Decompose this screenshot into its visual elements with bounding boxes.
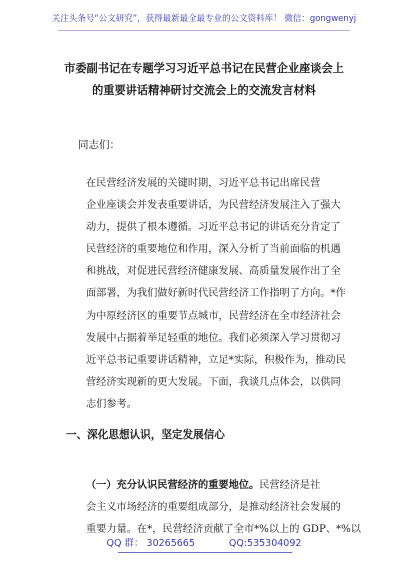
paragraph-line: 发展中占据着举足轻重的地位。我们必须深入学习贯彻习 (86, 332, 341, 344)
document-title (40, 57, 368, 101)
paragraph-line (86, 474, 348, 497)
paragraph-line: 为中原经济区的重要节点城市，民营经济在全市经济社会 (86, 310, 341, 322)
paragraph-line: 民营经济的重要地位和作用，深入分析了当前面临的机遇 (86, 244, 341, 256)
paragraph-line: 在民营经济发展的关键时期，习近平总书记出席民营 (86, 178, 321, 189)
top-banner: 关注头条号“公文研究”，获得最新最全最专业的公文资料库！ 微信：gongwenyj (51, 14, 357, 24)
paragraph-line: 重要力量。在*，民营经济贡献了全市*%以上的 GDP、*%以 (86, 524, 361, 536)
paragraph-1 (86, 173, 348, 416)
paragraph-line: 和挑战，对促进民营经济健康发展、高质量发展作出了全 (86, 266, 341, 278)
title-line-2: 的重要讲话精神研讨交流会上的交流发言材料 (92, 83, 316, 97)
paragraph-text: 民营经济是社 (259, 480, 321, 491)
qq-number-text: QQ:535304092 (228, 538, 302, 549)
subheading-bold: （一）充分认识民营经济的重要地位。 (86, 479, 260, 491)
footer-contact (0, 536, 408, 552)
paragraph-2 (86, 474, 361, 541)
footer-underline (118, 552, 292, 553)
paragraph-line: 企业座谈会并发表重要讲话，为民营经济发展注入了强大 (86, 200, 341, 212)
section-heading-1: 一、深化思想认识，坚定发展信心 (66, 429, 225, 441)
paragraph-line: 动力，提供了根本遵循。习近平总书记的讲话充分肯定了 (86, 222, 341, 234)
banner-divider (58, 30, 350, 31)
title-line-1: 市委副书记在专题学习习近平总书记在民营企业座谈会上 (64, 61, 344, 75)
paragraph-line: 营经济实现新的更大发展。下面，我谈几点体会，以供同 (86, 376, 341, 388)
qq-group-text: QQ 群： 30265665 (106, 538, 195, 549)
paragraph-line: 近平总书记重要讲话精神，立足*实际，积极作为，推动民 (86, 354, 346, 366)
paragraph-line: 面部署，为我们做好新时代民营经济工作指明了方向。*作 (86, 288, 346, 300)
paragraph-line: 志们参考。 (86, 398, 137, 410)
paragraph-line: 会主义市场经济的重要组成部分，是推动经济社会发展的 (86, 502, 341, 514)
salutation: 同志们： (78, 139, 120, 151)
